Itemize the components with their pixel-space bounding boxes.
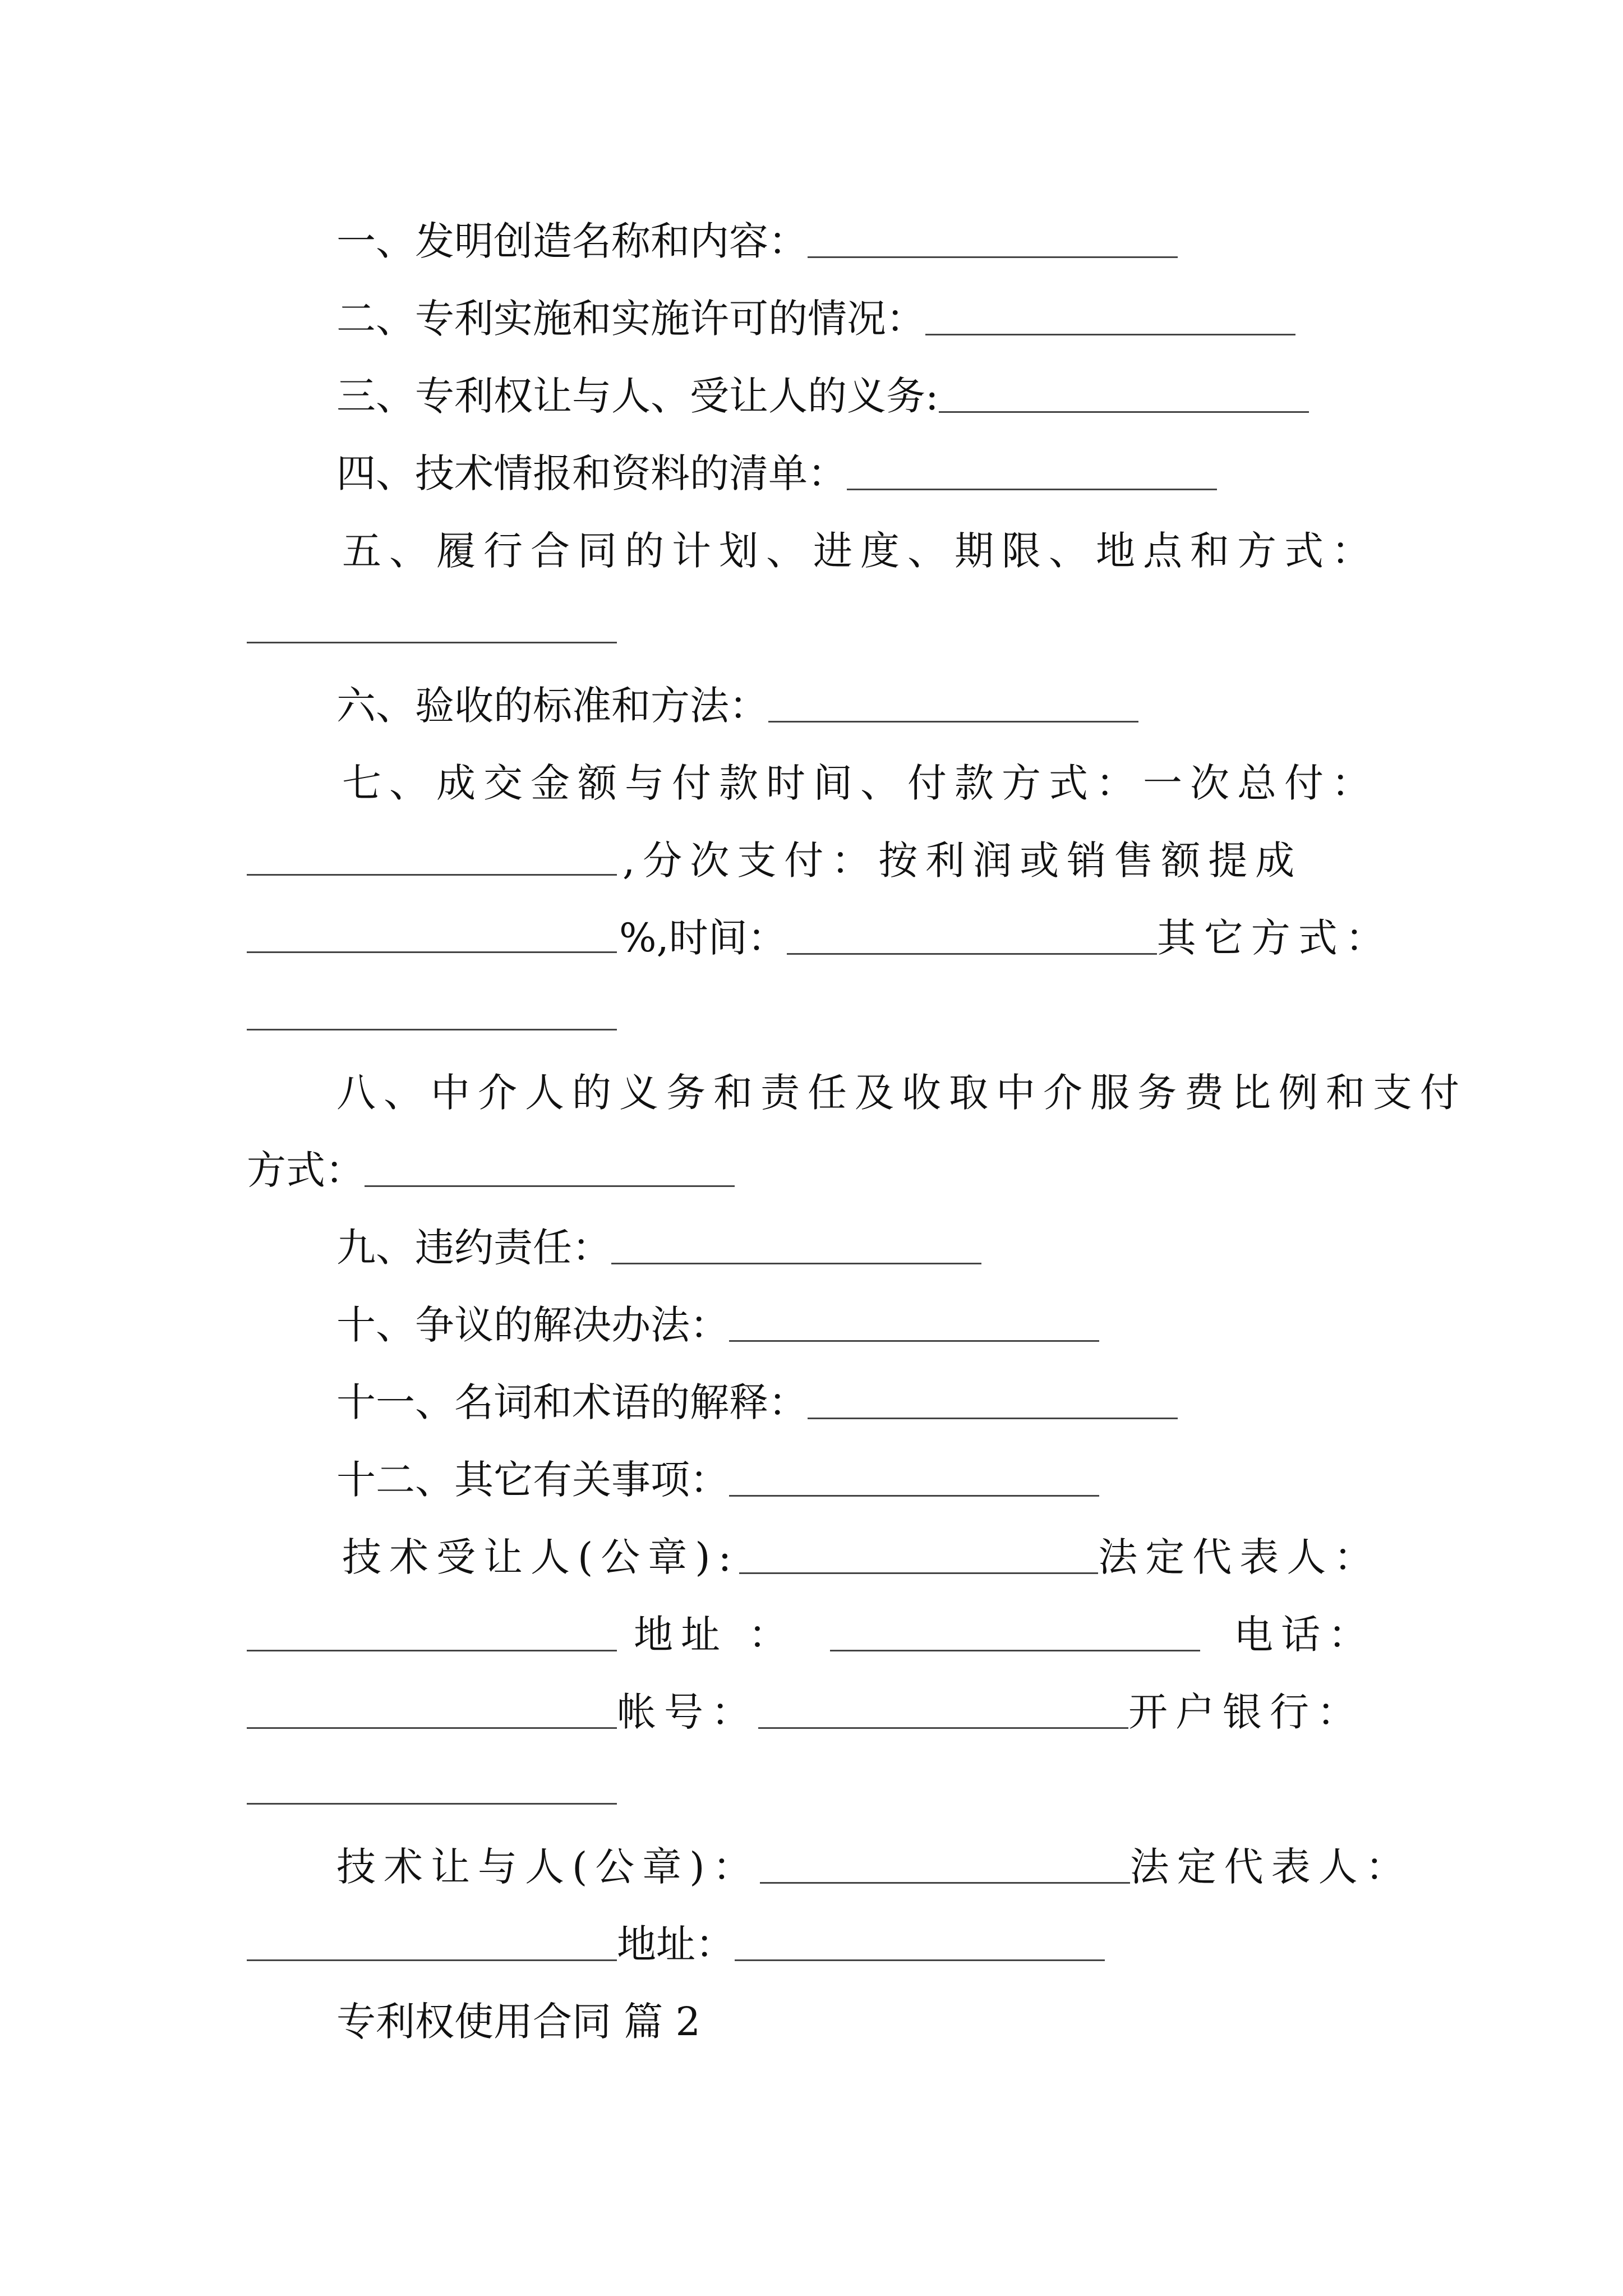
item-4-text: 四、技术情报和资料的清单：	[336, 450, 847, 496]
item-7-line-2	[623, 832, 1302, 889]
item-9-blank[interactable]	[611, 1223, 981, 1264]
item-5-text: 五、履行合同的计划、进度、期限、地点和方式：	[342, 528, 1378, 574]
address-phone-line	[247, 1607, 1375, 1663]
legal-rep-label: 法定代表人：	[1098, 1534, 1381, 1580]
transferee-line	[342, 1529, 1381, 1585]
next-section-title	[336, 1994, 700, 2050]
item-8-line-2	[247, 1142, 735, 1198]
item-4-blank[interactable]	[847, 449, 1217, 490]
item-10	[336, 1297, 1099, 1353]
item-11-text: 十一、名词和术语的解释：	[336, 1379, 808, 1425]
address-blank[interactable]	[830, 1611, 1200, 1651]
item-1-text: 一、发明创造名称和内容：	[336, 218, 808, 264]
transferor-line	[336, 1839, 1413, 1895]
item-12-blank[interactable]	[729, 1456, 1099, 1497]
item-7-line-3	[619, 910, 1393, 966]
item-9-text: 九、违约责任：	[336, 1225, 611, 1271]
bank-label: 开户银行：	[1128, 1689, 1364, 1735]
bank-blank[interactable]	[247, 1803, 617, 1805]
address2-line	[247, 1916, 1105, 1972]
item-7-text-b: ,分次支付：按利润或销售额提成	[623, 838, 1303, 884]
item-7-percent-blank[interactable]	[247, 951, 617, 953]
legal-rep-blank[interactable]	[247, 1611, 617, 1651]
item-6-blank[interactable]	[768, 682, 1138, 723]
item-1	[336, 213, 1178, 269]
item-8-text-a: 八、中介人的义务和责任及收取中介服务费比例和支付	[336, 1070, 1467, 1116]
address-label: 地址 ：	[634, 1612, 796, 1658]
item-8-text-b: 方式：	[247, 1147, 365, 1193]
item-3-blank[interactable]	[939, 372, 1309, 413]
address2-label: 地址：	[617, 1921, 735, 1967]
item-5-blank[interactable]	[247, 642, 617, 643]
item-7-text-d: 其它方式：	[1156, 915, 1393, 961]
item-2	[336, 291, 1295, 347]
address2-blank[interactable]	[735, 1920, 1105, 1961]
item-3	[336, 368, 1309, 424]
transferee-seal-blank[interactable]	[739, 1533, 1098, 1574]
legal-rep2-blank[interactable]	[247, 1920, 617, 1961]
item-10-text: 十、争议的解决办法：	[336, 1302, 729, 1348]
account-bank-line	[247, 1684, 1364, 1740]
item-3-text: 三、专利权让与人、受让人的义务:	[336, 373, 939, 419]
item-6-text: 六、验收的标准和方法：	[336, 683, 768, 729]
item-7-text-a: 七、成交金额与付款时间、付款方式：一次总付：	[342, 760, 1378, 806]
item-11	[336, 1374, 1178, 1430]
item-8-blank[interactable]	[365, 1146, 735, 1187]
item-7-text-c: %,时间：	[619, 915, 787, 961]
item-5	[342, 523, 1378, 579]
transferor-label: 技术让与人(公章)：	[336, 1844, 760, 1890]
legal-rep2-label: 法定代表人：	[1129, 1844, 1413, 1890]
phone-blank[interactable]	[247, 1688, 617, 1729]
item-8-line-1	[336, 1065, 1467, 1121]
item-9	[336, 1220, 981, 1276]
phone-label: 电话：	[1234, 1612, 1375, 1658]
account-label: 帐号：	[617, 1689, 758, 1735]
item-4	[336, 445, 1217, 501]
transferee-label: 技术受让人(公章):	[342, 1534, 740, 1580]
item-10-blank[interactable]	[729, 1301, 1099, 1342]
item-11-blank[interactable]	[808, 1378, 1178, 1419]
item-6	[336, 678, 1138, 734]
transferor-seal-blank[interactable]	[760, 1843, 1130, 1884]
item-2-text: 二、专利实施和实施许可的情况：	[336, 296, 925, 342]
item-7-line-1	[342, 755, 1378, 811]
item-12-text: 十二、其它有关事项：	[336, 1457, 729, 1503]
item-7-time-blank[interactable]	[787, 914, 1157, 955]
item-12	[336, 1452, 1099, 1508]
account-blank[interactable]	[758, 1688, 1128, 1729]
next-section-title-text: 专利权使用合同 篇 2	[336, 1999, 701, 2045]
item-7-total-blank[interactable]	[247, 874, 617, 876]
item-1-blank[interactable]	[808, 217, 1178, 258]
item-7-other-blank[interactable]	[247, 1029, 617, 1030]
item-2-blank[interactable]	[925, 295, 1295, 335]
